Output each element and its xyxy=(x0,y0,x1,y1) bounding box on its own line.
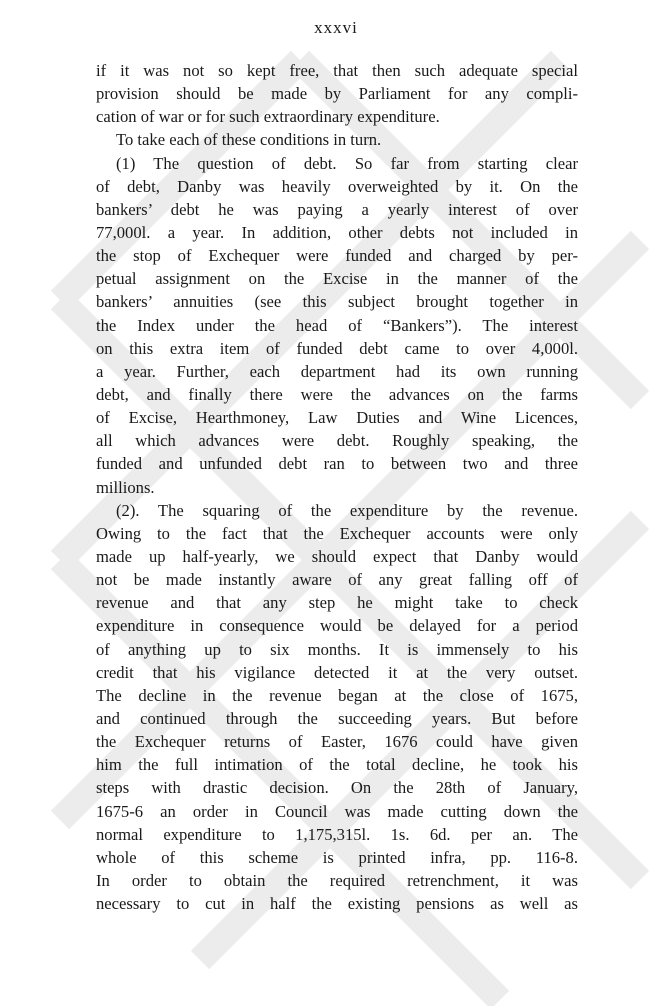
text-line: all which advances were debt. Roughly speaking, the xyxy=(96,431,578,451)
text-line: bankers’ annuities (see this subject brought together in xyxy=(96,292,578,312)
text-line: expenditure in consequence would be delayed for a period xyxy=(96,616,578,636)
text-line: millions. xyxy=(96,477,155,497)
body-text xyxy=(96,59,578,915)
text-line: bankers’ debt he was paying a yearly interest of over xyxy=(96,199,578,219)
text-line: provision should be made by Parliament for any compli- xyxy=(96,84,578,104)
text-line: revenue and that any step he might take to check xyxy=(96,593,578,613)
paragraph-first-line: (2). The squaring of the expenditure by the revenue. xyxy=(116,500,578,520)
text-line: steps with drastic decision. On the 28th of January, xyxy=(96,778,578,798)
text-line: made up half-yearly, we should expect that Danby would xyxy=(96,546,578,566)
text-line: In order to obtain the required retrenchment, it was xyxy=(96,870,578,890)
text-line: funded and unfunded debt ran to between two and three xyxy=(96,454,578,474)
text-line: of anything up to six months. It is immensely to his xyxy=(96,639,578,659)
text-line: of debt, Danby was heavily overweighted by it. On the xyxy=(96,176,578,196)
paragraph-first-line: To take each of these conditions in turn. xyxy=(116,130,382,150)
text-line: if it was not so kept free, that then such adequate special xyxy=(96,61,578,80)
text-line: not be made instantly aware of any great falling off of xyxy=(96,570,578,590)
text-line: on this extra item of funded debt came to over 4,000l. xyxy=(96,338,578,358)
text-line: and continued through the succeeding years. But before xyxy=(96,708,578,728)
text-line: the stop of Exchequer were funded and charged by per- xyxy=(96,246,578,266)
text-line: whole of this scheme is printed infra, pp. 116-8. xyxy=(96,847,578,867)
text-line: a year. Further, each department had its own running xyxy=(96,361,578,381)
text-line: the Exchequer returns of Easter, 1676 could have given xyxy=(96,732,578,752)
text-line: 1675-6 an order in Council was made cutting down the xyxy=(96,801,578,821)
text-line: The decline in the revenue began at the close of 1675, xyxy=(96,685,578,705)
paragraph-first-line: (1) The question of debt. So far from starting clear xyxy=(116,153,578,173)
text-line: normal expenditure to 1,175,315l. 1s. 6d. per an. The xyxy=(96,824,578,844)
text-line: of Excise, Hearthmoney, Law Duties and Wine Licences, xyxy=(96,408,578,428)
page-number: xxxvi xyxy=(314,18,358,37)
text-line: Owing to the fact that the Exchequer accounts were only xyxy=(96,523,578,543)
text-line: the Index under the head of “Bankers”). The interest xyxy=(96,315,578,335)
text-line: credit that his vigilance detected it at the very outset. xyxy=(96,662,578,682)
text-line: him the full intimation of the total decline, he took his xyxy=(96,755,578,775)
text-line: petual assignment on the Excise in the manner of the xyxy=(96,269,578,289)
text-line: 77,000l. a year. In addition, other debts not included in xyxy=(96,222,578,242)
text-line: cation of war or for such extraordinary expenditure. xyxy=(96,107,440,127)
text-line: necessary to cut in half the existing pensions as well as xyxy=(96,894,578,914)
text-line: debt, and finally there were the advances on the farms xyxy=(96,384,578,404)
